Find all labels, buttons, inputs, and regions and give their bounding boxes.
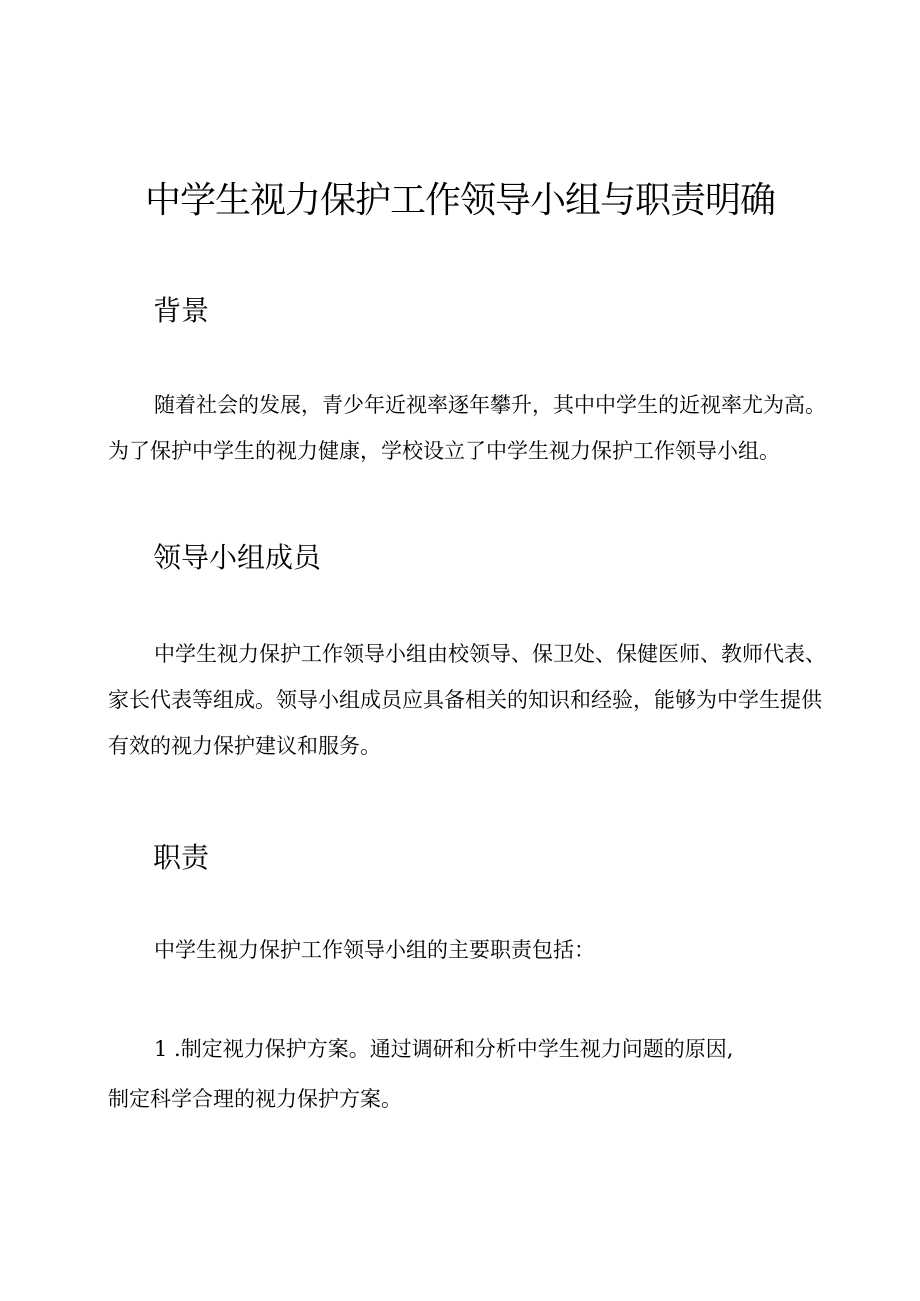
section-heading-duties: 职责 [153, 841, 210, 874]
duty-item-1-line-2: 制定科学合理的视力保护方案。 [108, 1087, 402, 1111]
section-heading-members: 领导小组成员 [153, 541, 322, 574]
document-title: 中学生视力保护工作领导小组与职责明确 [144, 180, 775, 221]
section-heading-background: 背景 [153, 294, 210, 327]
background-paragraph: 随着社会的发展，青少年近视率逐年攀升，其中中学生的近视率尤为高。为了保护中学生的视力健康，学校设立了中学生视力保护工作领导小组。 [108, 393, 826, 463]
duties-intro: 中学生视力保护工作领导小组的主要职责包括： [154, 938, 595, 962]
duty-item-1-line-1: 1 .制定视力保护方案。通过调研和分析中学生视力问题的原因, [154, 1037, 734, 1061]
members-paragraph: 中学生视力保护工作领导小组由校领导、保卫处、保健医师、教师代表、家长代表等组成。领导小组成员应具备相关的知识和经验，能够为中学生提供有效的视力保护建议和服务。 [108, 642, 826, 758]
